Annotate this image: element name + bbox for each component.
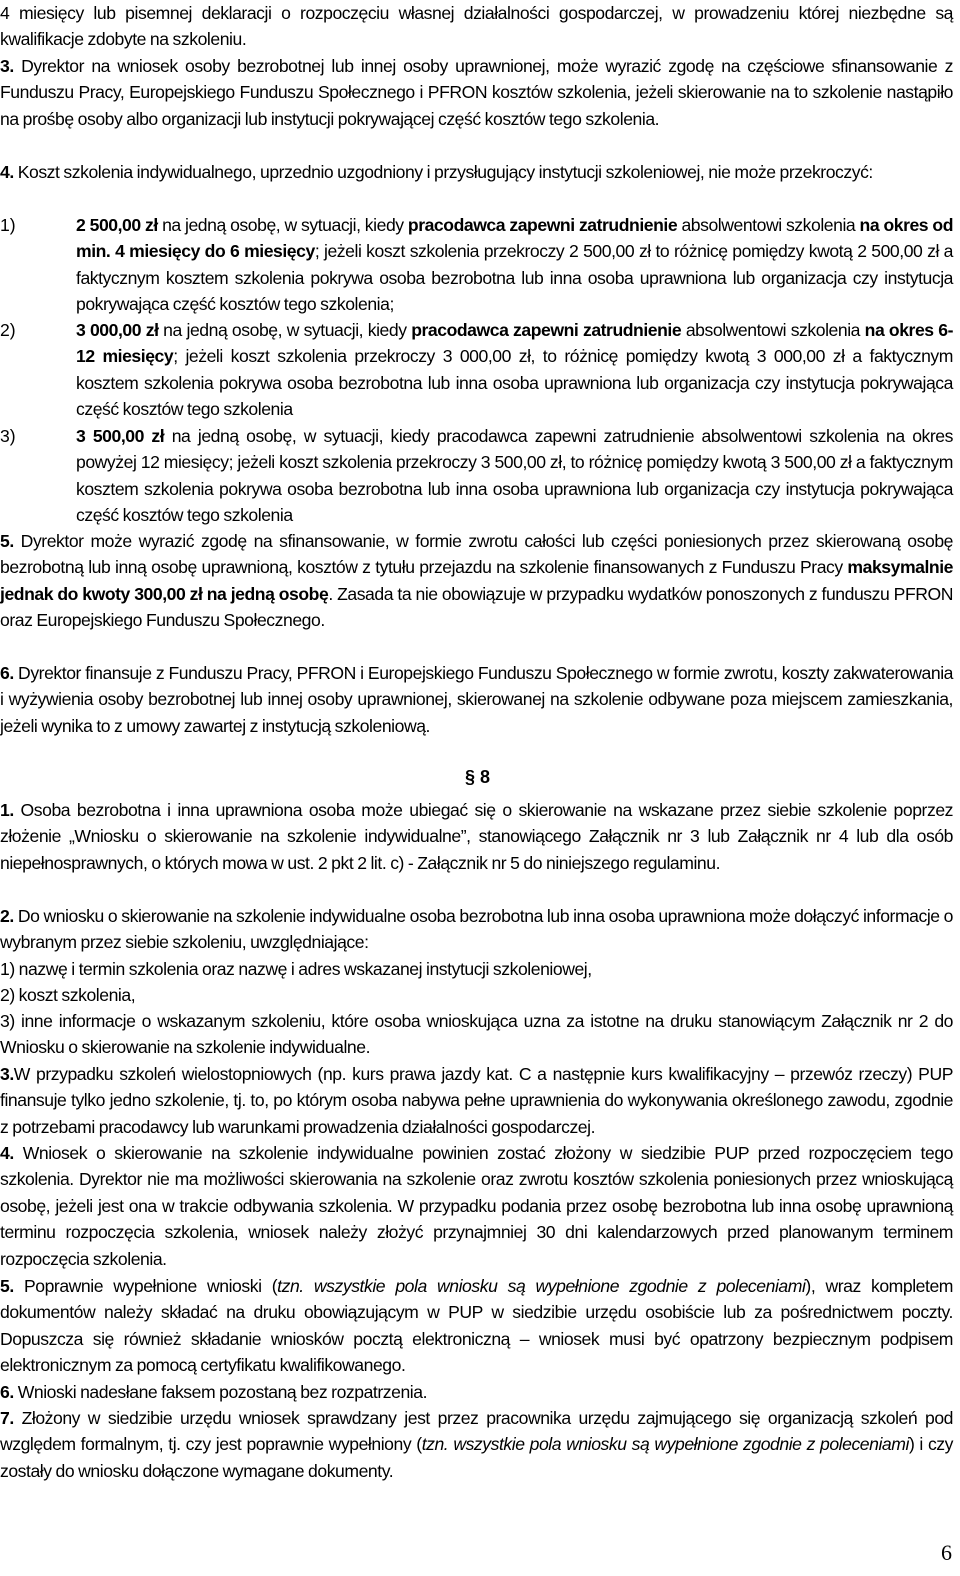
list-item-text: 3 000,00 zł na jedną osobę, w sytuacji, kiedy pracodawca zapewni zatrudnienie absolwentowi szkolenia na okres 6-12 miesięcy; jeżeli koszt szkolenia przekroczy 3 000,00 zł, to różnicę pomiędzy kwotą 3 000,00 zł a faktycznym kosztem szkolenia pokrywa osoba bezrobotna lub inna osoba uprawniona lub organizacja czy instytucja pokrywająca część kosztów tego szkolenia [76,320,954,420]
page-number: 6 [941,1540,952,1565]
paragraph-6: 6. Dyrektor finansuje z Funduszu Pracy, PFRON i Europejskiego Funduszu Społecznego w formie zwrotu, koszty zakwaterowania i wyżywienia osoby bezrobotnej lub innej osoby uprawnionej, skierowanej na szkolenie odbywane poza miejscem zamieszkania, jeżeli wynika to z umowy zawartej z instytucją szkoleniową. [0,663,953,736]
paragraph-number: 5. [0,531,14,551]
list-item-text: 3 500,00 zł na jedną osobę, w sytuacji, kiedy pracodawca zapewni zatrudnienie absolwentowi szkolenia na okres powyżej 12 miesięcy; jeżeli koszt szkolenia przekroczy 3 500,00 zł, to różnicę pomiędzy kwotą 3 500,00 zł a faktycznym kosztem szkolenia pokrywa osoba bezrobotna lub inna osoba uprawniona lub organizacja czy instytucja pokrywająca część kosztów tego szkolenia [76,426,953,526]
paragraph-number: 4. [0,162,14,182]
paragraph-number: 6. [0,663,14,683]
paragraph-5: 5. Dyrektor może wyrazić zgodę na sfinansowanie, w formie zwrotu całości lub części poniesionych przez skierowaną osobę bezrobotną lub inną osobę uprawnioną, kosztów z tytułu przejazdu na szkolenie finansowanych z Funduszu Pracy maksymalnie jednak do kwoty 300,00 zł na jedną osobę. Zasada ta nie obowiązuje w przypadku wydatków ponoszonych z funduszu PFRON oraz Europejskiego Funduszu Społecznego. [0,531,953,631]
section-heading [460,764,520,790]
section8-paragraph-2: 2. Do wniosku o skierowanie na szkolenie indywidualne osoba bezrobotna lub inna osoba uprawniona może dołączyć informacje o wybranym przez siebie szkoleniu, uwzględniające: [0,906,953,953]
section-number: 8 [480,767,491,787]
section8-paragraph-2-point-2: 2) koszt szkolenia, [0,985,136,1005]
paragraph-number: 5. [0,1276,14,1296]
paragraph-intro-tail: 4 miesięcy lub pisemnej deklaracji o rozpoczęciu własnej działalności gospodarczej, w prowadzeniu której niezbędne są kwalifikacje zdobyte na szkoleniu. [0,3,953,50]
list-item-number: 1) [0,215,16,235]
section8-paragraph-2-point-1: 1) nazwę i termin szkolenia oraz nazwę i adres wskazanej instytucji szkoleniowej, [0,959,592,979]
section8-paragraph-6: 6. Wnioski nadesłane faksem pozostaną bez rozpatrzenia. [0,1382,428,1402]
paragraph-number: 2. [0,906,14,926]
list-item-text: 2 500,00 zł na jedną osobę, w sytuacji, kiedy pracodawca zapewni zatrudnienie absolwentowi szkolenia na okres od min. 4 miesięcy do 6 miesięcy; jeżeli koszt szkolenia przekroczy 2 500,00 zł to różnicę pomiędzy kwotą 2 500,00 zł a faktycznym kosztem szkolenia pokrywa osoba bezrobotna lub inna osoba uprawniona lub organizacja czy instytucja pokrywająca część kosztów tego szkolenia; [76,215,954,315]
list-item-number: 3) [0,426,16,446]
paragraph-number: 3. [0,56,14,76]
paragraph-number: 4. [0,1143,14,1163]
section8-paragraph-2-point-3: 3) inne informacje o wskazanym szkoleniu, które osoba wnioskująca uzna za istotne na druku stanowiącym Załącznik nr 2 do Wniosku o skierowanie na szkolenie indywidualne. [0,1011,953,1058]
section8-paragraph-3: 3.W przypadku szkoleń wielostopniowych (np. kurs prawa jazdy kat. C a następnie kurs kwalifikacyjny – przewóz rzeczy) PUP finansuje tylko jedno szkolenie, tj. to, po którym osoba nabywa pełne uprawnienia do wykonywania określonego zawodu, zgodnie z potrzebami pracodawcy lub warunkami prowadzenia działalności gospodarczej. [0,1064,953,1137]
paragraph-4: 4. Koszt szkolenia indywidualnego, uprzednio uzgodniony i przysługujący instytucji szkoleniowej, nie może przekroczyć: [0,162,873,182]
list-item-1 [0,212,953,318]
paragraph-3: 3. Dyrektor na wniosek osoby bezrobotnej lub innej osoby uprawnionej, może wyrazić zgodę na częściowe sfinansowanie z Funduszu Pracy, Europejskiego Funduszu Społecznego i PFRON kosztów szkolenia, jeżeli skierowanie na to szkolenie nastąpiło na prośbę osoby albo organizacji lub instytucji pokrywającej część kosztów tego szkolenia. [0,56,953,129]
paragraph-number: 1. [0,800,14,820]
list-item-3 [0,423,953,529]
list-item-number: 2) [0,320,16,340]
paragraph-number: 6. [0,1382,14,1402]
section8-paragraph-1: 1. Osoba bezrobotna i inna uprawniona osoba może ubiegać się o skierowanie na wskazane przez siebie szkolenie poprzez złożenie „Wniosku o skierowanie na szkolenie indywidualne”, stanowiącego Załącznik nr 3 lub Załącznik nr 4 lub dla osób niepełnosprawnych, o których mowa w ust. 2 pkt 2 lit. c) - Załącznik nr 5 do niniejszego regulaminu. [0,800,953,873]
section-sign: § [464,767,475,787]
section8-paragraph-5: 5. Poprawnie wypełnione wnioski (tzn. wszystkie pola wniosku są wypełnione zgodnie z poleceniami), wraz kompletem dokumentów należy składać na druku obowiązującym w PUP w siedzibie urzędu osobiście lub za pośrednictwem poczty. Dopuszcza się również składanie wniosków pocztą elektroniczną – wniosek musi być opatrzony bezpiecznym podpisem elektronicznym za pomocą certyfikatu kwalifikowanego. [0,1276,953,1376]
paragraph-number: 3. [0,1064,14,1084]
section8-paragraph-4: 4. Wniosek o skierowanie na szkolenie indywidualne powinien zostać złożony w siedzibie PUP przed rozpoczęciem tego szkolenia. Dyrektor nie ma możliwości skierowania na szkolenie oraz zwrotu kosztów szkolenia poniesionych przez wnioskującą osobę, jeżeli jest ona w trakcie odbywania szkolenia. W przypadku podania przez osobę bezrobotna lub inna osobę uprawnioną terminu rozpoczęcia szkolenia, wniosek należy złożyć przynajmniej 30 dni kalendarzowych przed planowanym terminem rozpoczęcia szkolenia. [0,1143,953,1269]
paragraph-number: 7. [0,1408,14,1428]
section8-paragraph-7: 7. Złożony w siedzibie urzędu wniosek sprawdzany jest przez pracownika urzędu zajmującego się organizacją szkoleń pod względem formalnym, tj. czy jest poprawnie wypełniony (tzn. wszystkie pola wniosku są wypełnione zgodnie z poleceniami) i czy zostały do wniosku dołączone wymagane dokumenty. [0,1408,953,1481]
list-item-2 [0,317,953,423]
